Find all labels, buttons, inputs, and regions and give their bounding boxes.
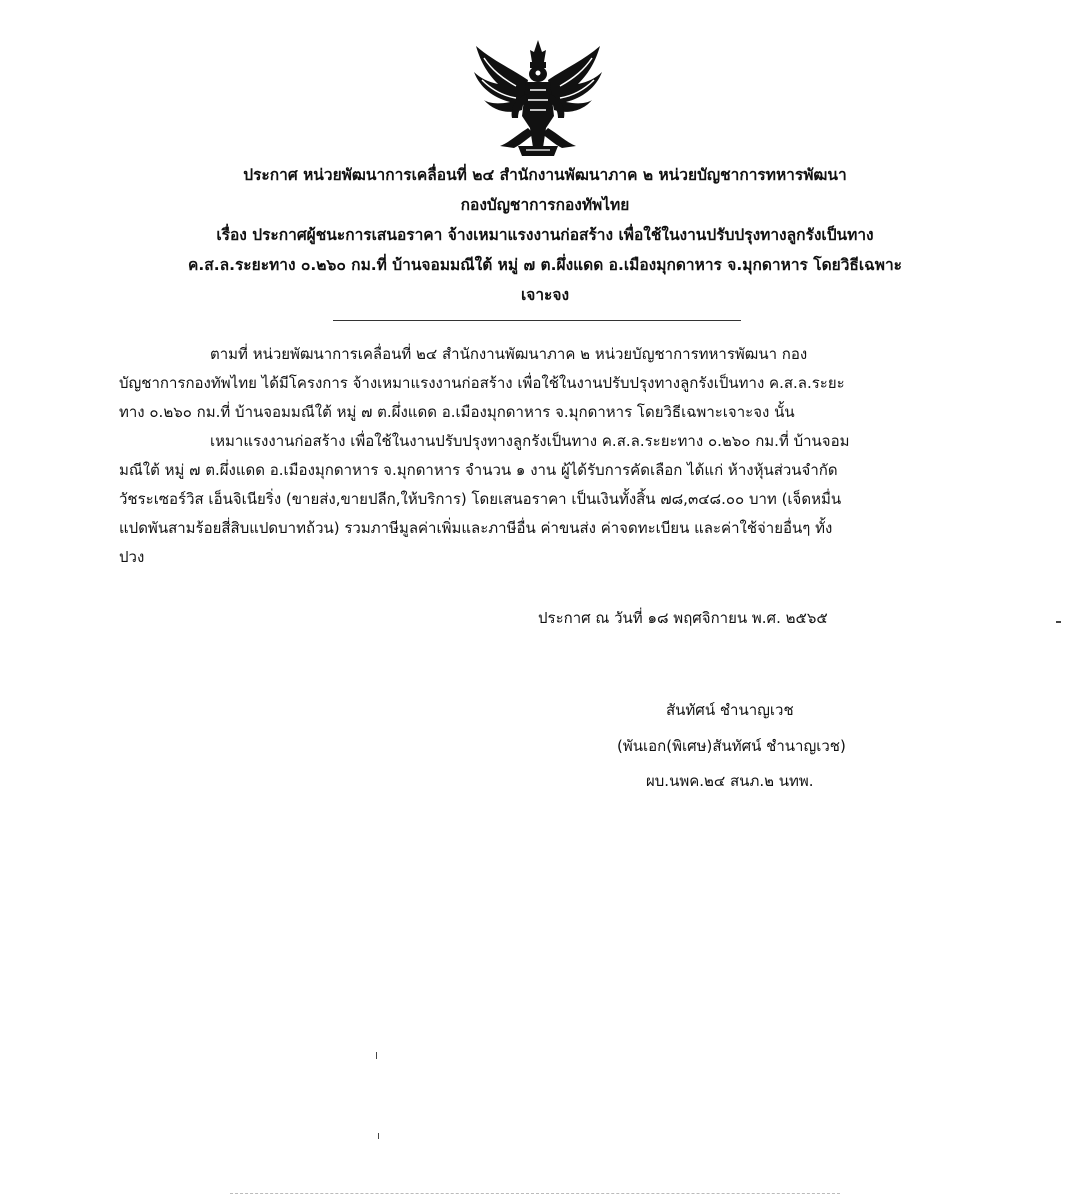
scan-speck (376, 1052, 377, 1059)
subject-line-1: เรื่อง ประกาศผู้ชนะการเสนอราคา จ้างเหมาแรงงานก่อสร้าง เพื่อใช้ในงานปรับปรุงทางลูกรังเป็นทาง (216, 226, 874, 244)
paragraph-2-line-2: มณีใต้ หมู่ ๗ ต.ผึ่งแดด อ.เมืองมุกดาหาร จ.มุกดาหาร จำนวน ๑ งาน ผู้ได้รับการคัดเลือก ได้แก่ ห้างหุ้นส่วนจำกัด (119, 461, 838, 479)
garuda-emblem-icon (470, 38, 606, 158)
signatory-position: ผบ.นพค.๒๔ สนภ.๒ นทพ. (646, 772, 814, 790)
scan-speck (378, 1133, 379, 1139)
signatory-full-rank-name: (พันเอก(พิเศษ)สันทัศน์ ชำนาญเวช) (617, 737, 846, 755)
announcement-heading (150, 160, 940, 310)
subject-line-2: ค.ส.ล.ระยะทาง ๐.๒๖๐ กม.ที่ บ้านจอมมณีใต้ หมู่ ๗ ต.ผึ่งแดด อ.เมืองมุกดาหาร จ.มุกดาหาร โดยวิธีเฉพาะ (187, 256, 902, 274)
scan-speck (1056, 621, 1061, 623)
heading-divider (333, 320, 741, 321)
paragraph-1-line-1: ตามที่ หน่วยพัฒนาการเคลื่อนที่ ๒๔ สำนักงานพัฒนาภาค ๒ หน่วยบัญชาการทหารพัฒนา กอง (210, 345, 808, 363)
signatory-name: สันทัศน์ ชำนาญเวช (666, 701, 794, 719)
paragraph-2-line-3: วัชระเซอร์วิส เอ็นจิเนียริ่ง (ขายส่ง,ขายปลีก,ให้บริการ) โดยเสนอราคา เป็นเงินทั้งสิ้น ๗๘,๓๔๘.๐๐ บาท (เจ็ดหมื่น (119, 490, 842, 508)
paragraph-2-line-1: เหมาแรงงานก่อสร้าง เพื่อใช้ในงานปรับปรุงทางลูกรังเป็นทาง ค.ส.ล.ระยะทาง ๐.๒๖๐ กม.ที่ บ้านจอม (210, 432, 850, 450)
heading-line-2: กองบัญชาการกองทัพไทย (460, 196, 630, 214)
subject-line-3: เจาะจง (520, 286, 570, 304)
heading-line-1: ประกาศ หน่วยพัฒนาการเคลื่อนที่ ๒๔ สำนักงานพัฒนาภาค ๒ หน่วยบัญชาการทหารพัฒนา (243, 166, 847, 184)
paragraph-2-line-5: ปวง (119, 548, 145, 566)
paragraph-2-line-4: แปดพันสามร้อยสี่สิบแปดบาทถ้วน) รวมภาษีมูลค่าเพิ่มและภาษีอื่น ค่าขนส่ง ค่าจดทะเบียน และค่าใช้จ่ายอื่นๆ ทั้ง (119, 519, 833, 537)
scan-edge-line (230, 1193, 840, 1194)
paragraph-1-line-2: บัญชาการกองทัพไทย ได้มีโครงการ จ้างเหมาแรงงานก่อสร้าง เพื่อใช้ในงานปรับปรุงทางลูกรังเป็นทาง ค.ส.ล.ระยะ (119, 374, 845, 392)
announcement-date: ประกาศ ณ วันที่ ๑๘ พฤศจิกายน พ.ศ. ๒๕๖๕ (538, 609, 828, 627)
paragraph-1-line-3: ทาง ๐.๒๖๐ กม.ที่ บ้านจอมมณีใต้ หมู่ ๗ ต.ผึ่งแดด อ.เมืองมุกดาหาร จ.มุกดาหาร โดยวิธีเฉพาะเจาะจง นั้น (119, 403, 795, 421)
